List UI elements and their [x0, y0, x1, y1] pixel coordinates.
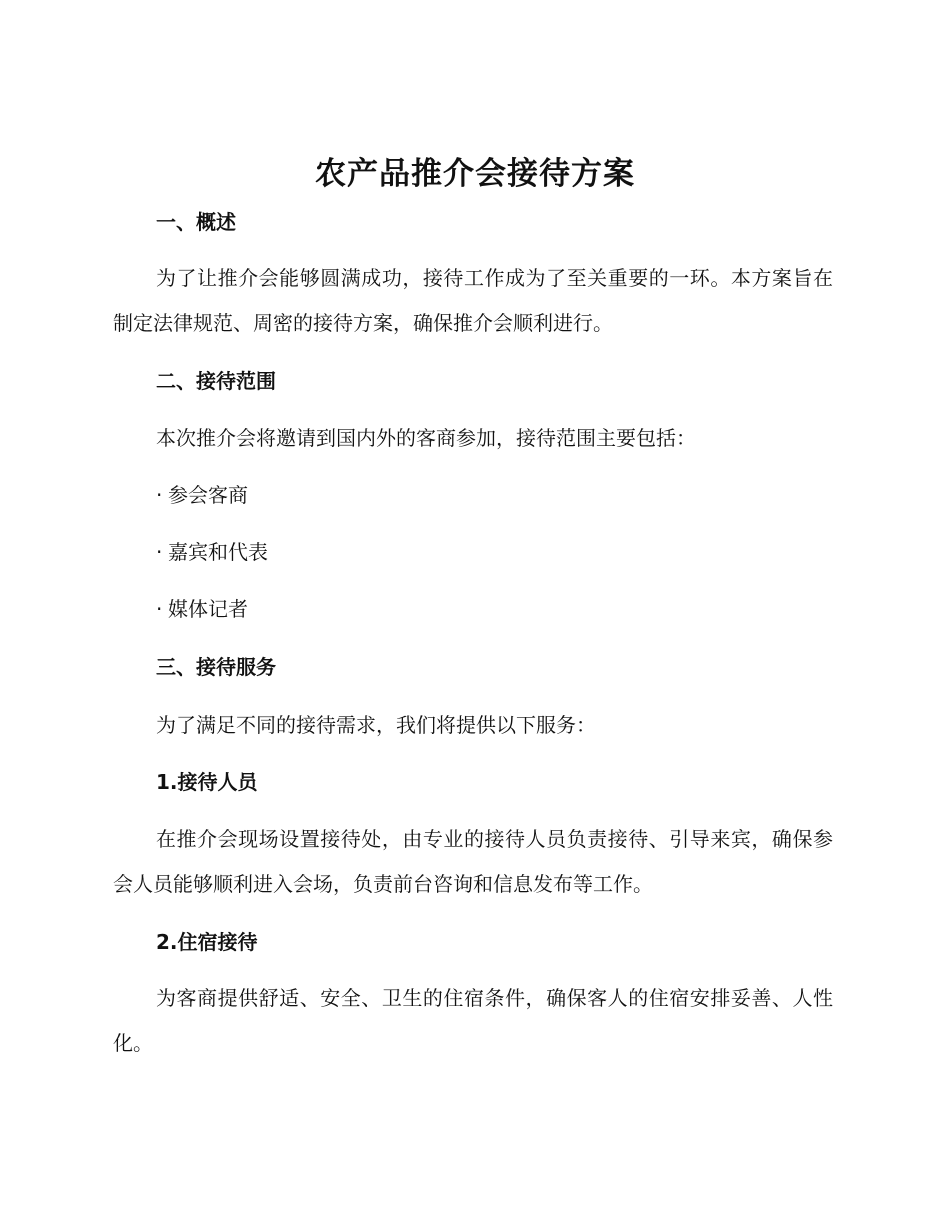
overview-paragraph: 为了让推介会能够圆满成功，接待工作成为了至关重要的一环。本方案旨在制定法律规范、周密的接待方案，确保推介会顺利进行。: [113, 266, 833, 335]
section-heading-scope: 二、接待范围: [156, 369, 276, 393]
subsection-heading-lodging: 2.住宿接待: [156, 930, 258, 954]
bullet-icon: ·: [156, 483, 163, 507]
document-title: 农产品推介会接待方案: [315, 156, 635, 192]
staff-paragraph: 在推介会现场设置接待处，由专业的接待人员负责接待、引导来宾，确保参会人员能够顺利进入会场，负责前台咨询和信息发布等工作。: [113, 827, 833, 896]
bullet-icon: ·: [156, 597, 163, 621]
subsection-heading-staff: 1.接待人员: [156, 770, 258, 794]
list-item-label: 媒体记者: [168, 597, 248, 621]
list-item: [156, 480, 248, 510]
list-item-label: 参会客商: [168, 483, 248, 507]
list-item: [156, 594, 248, 624]
lodging-paragraph: 为客商提供舒适、安全、卫生的住宿条件，确保客人的住宿安排妥善、人性化。: [113, 986, 833, 1055]
section-heading-overview: 一、概述: [156, 210, 236, 234]
services-intro: 为了满足不同的接待需求，我们将提供以下服务：: [156, 713, 596, 737]
section-heading-services: 三、接待服务: [156, 655, 276, 679]
list-item: [156, 537, 268, 567]
scope-intro: 本次推介会将邀请到国内外的客商参加，接待范围主要包括：: [156, 426, 696, 450]
list-item-label: 嘉宾和代表: [168, 540, 268, 564]
bullet-icon: ·: [156, 540, 163, 564]
